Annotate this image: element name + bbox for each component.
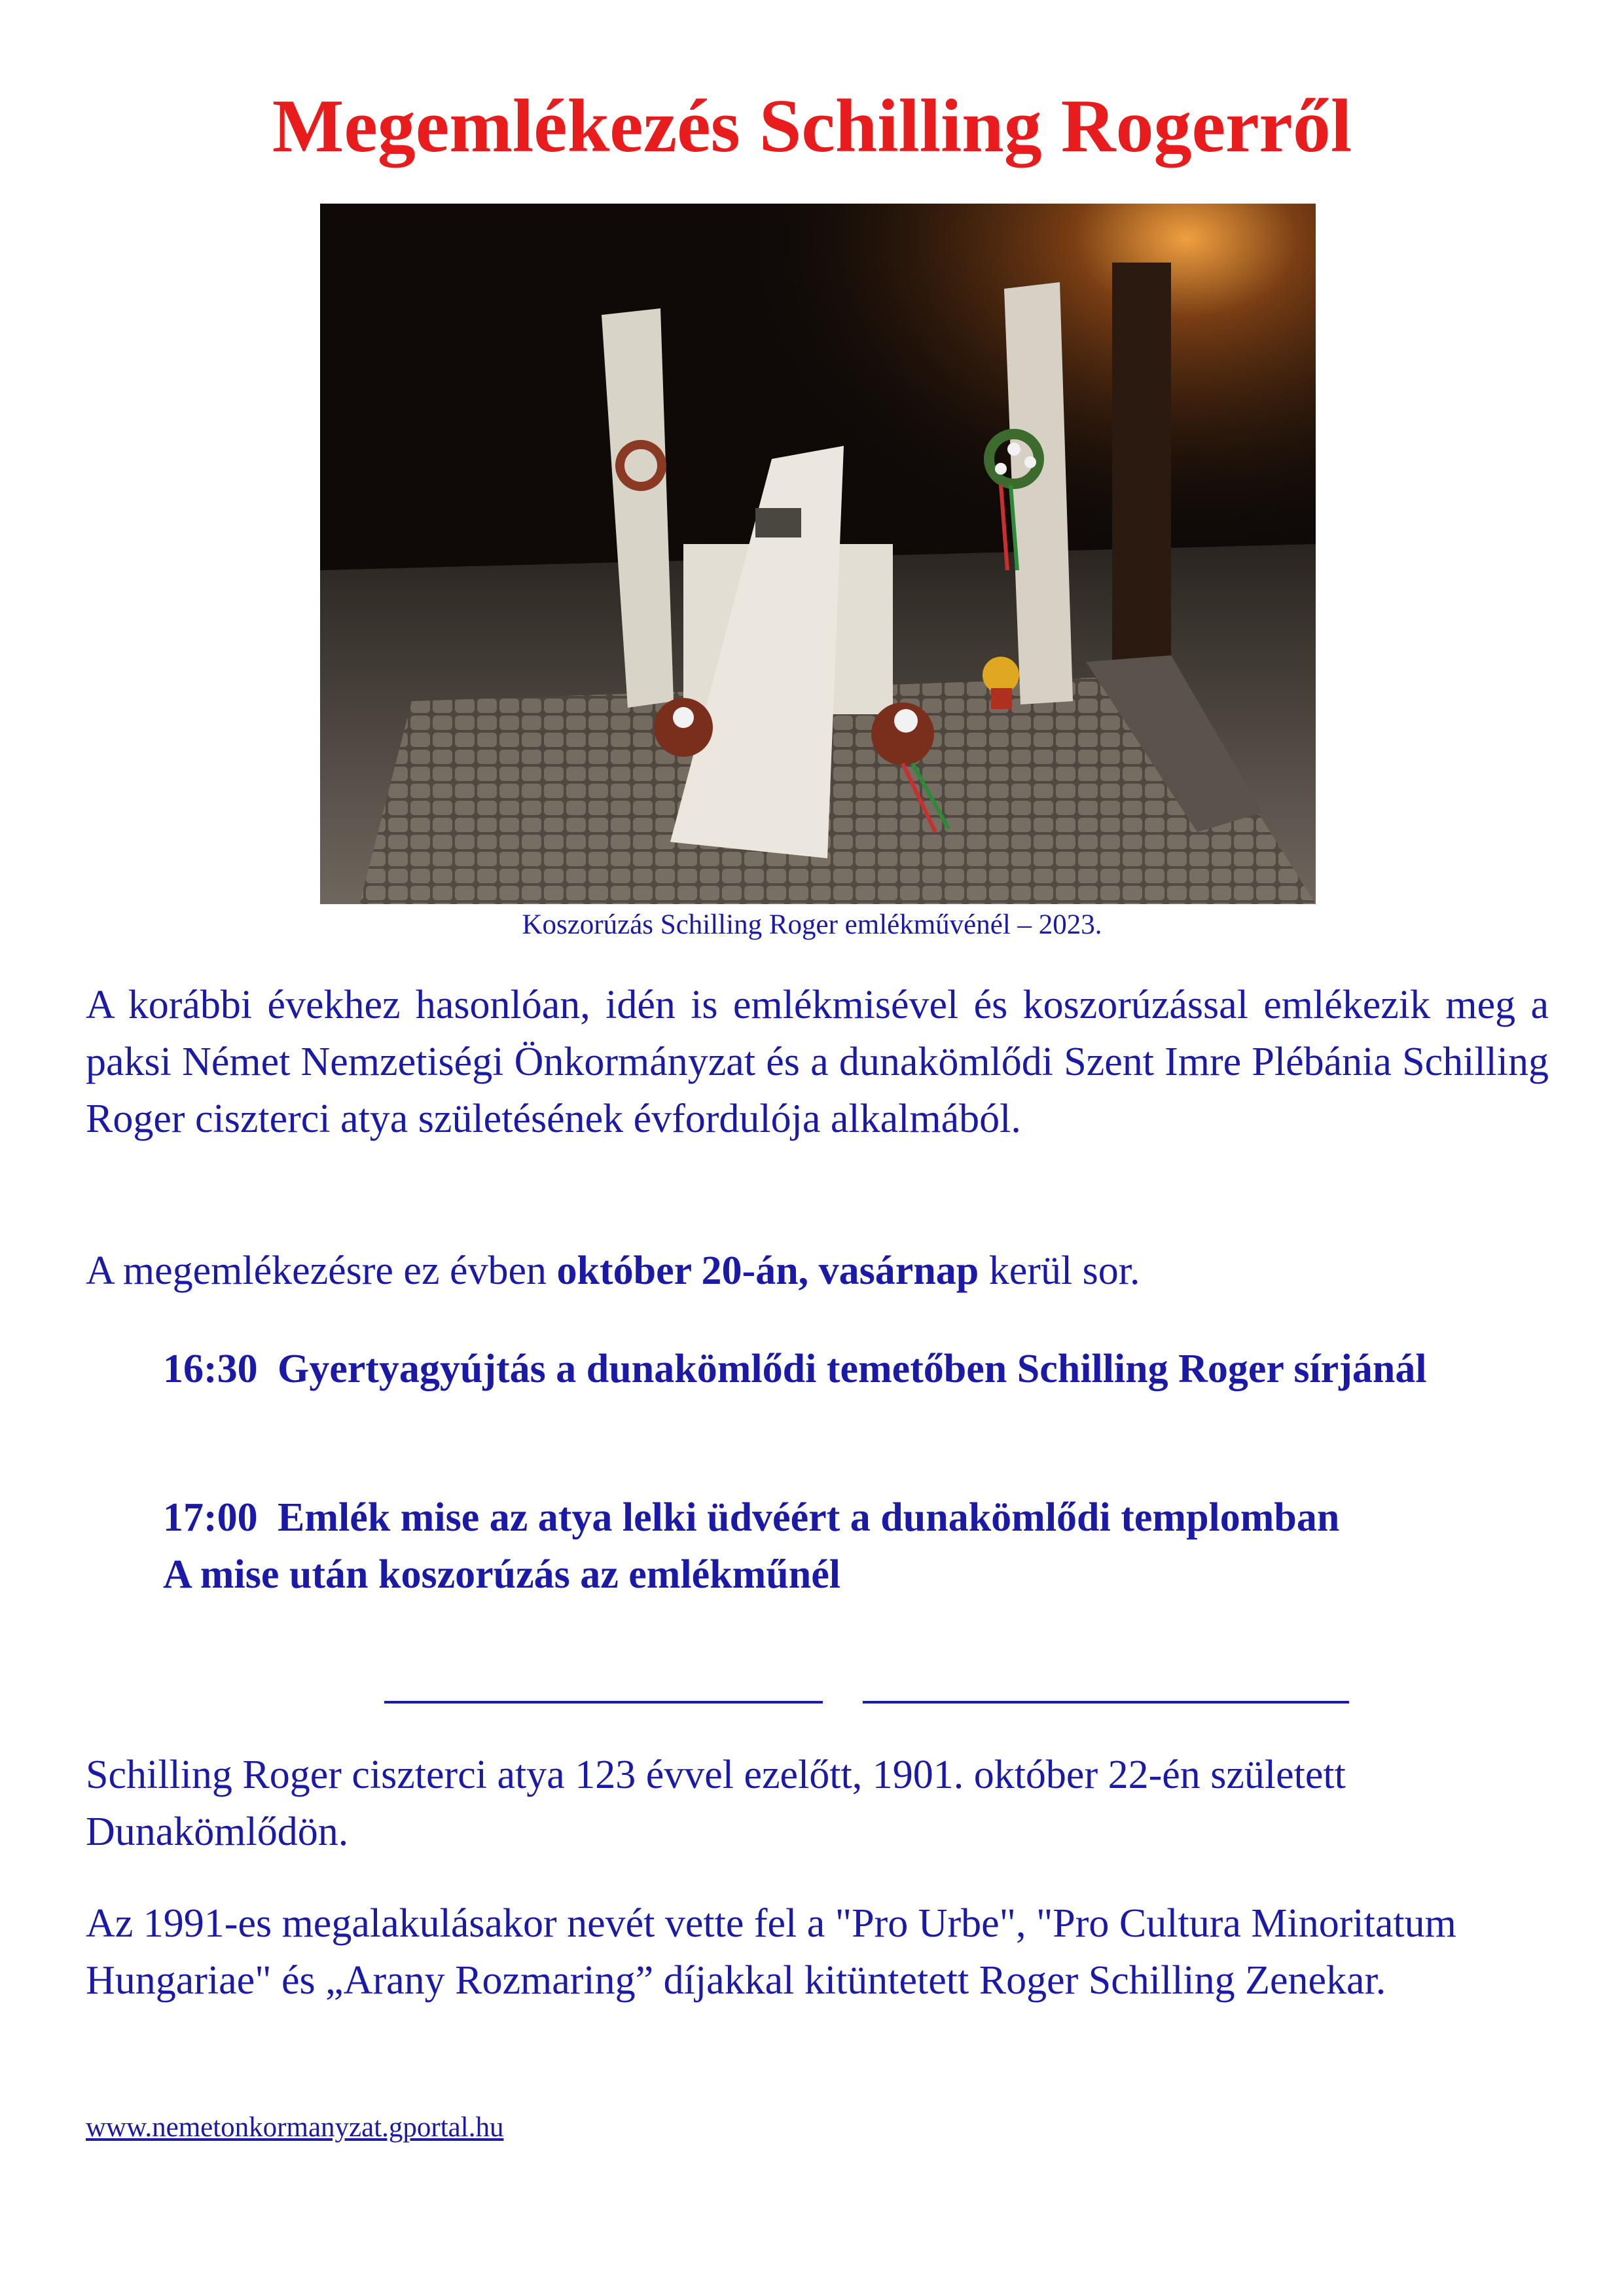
- schedule-text: Gyertyagyújtás a dunakömlődi temetőben Schilling Roger sírjánál: [278, 1347, 1427, 1391]
- intro-paragraph: A korábbi évekhez hasonlóan, idén is emlékmisével és koszorúzással emlékezik meg a paksi Német Nemzetiségi Önkormányzat és a dunakömlődi Szent Imre Plébánia Schilling Roger ciszterci atya születésének évfordulója alkalmából.: [86, 983, 1549, 1141]
- schedule-time: 17:00: [163, 1495, 258, 1540]
- date-paragraph: [86, 1243, 1549, 1300]
- website-link[interactable]: www.nemetonkormanyzat.gportal.hu: [86, 2112, 504, 2143]
- divider-line-left: [384, 1701, 823, 1704]
- memorial-photo: [320, 204, 1316, 904]
- bio-paragraph: Schilling Roger ciszterci atya 123 évvel ezelőtt, 1901. október 22-én született Dunakömlődön.: [86, 1753, 1346, 1854]
- divider-line-right: [863, 1701, 1349, 1704]
- photo-caption: Koszorúzás Schilling Roger emlékművénél – 2023.: [522, 909, 1102, 940]
- memorial-photo-illustration: [320, 204, 1316, 904]
- schedule-item: [163, 1341, 1538, 1398]
- schedule-item: [163, 1489, 1538, 1603]
- schedule-text: Emlék mise az atya lelki üdvéért a dunakömlődi templomban: [278, 1495, 1340, 1540]
- event-date: október 20-án, vasárnap: [556, 1248, 979, 1293]
- schedule-time: 16:30: [163, 1347, 258, 1391]
- date-text-after: kerül sor.: [979, 1248, 1140, 1293]
- page-title: Megemlékezés Schilling Rogerről: [272, 84, 1352, 168]
- band-paragraph: Az 1991-es megalakulásakor nevét vette fel a "Pro Urbe", "Pro Cultura Minoritatum Hungariae" és „Arany Rozmaring” díjakkal kitüntetett Roger Schilling Zenekar.: [86, 1901, 1456, 2003]
- date-text-before: A megemlékezésre ez évben: [86, 1248, 557, 1293]
- schedule-note: A mise után koszorúzás az emlékműnél: [163, 1552, 841, 1597]
